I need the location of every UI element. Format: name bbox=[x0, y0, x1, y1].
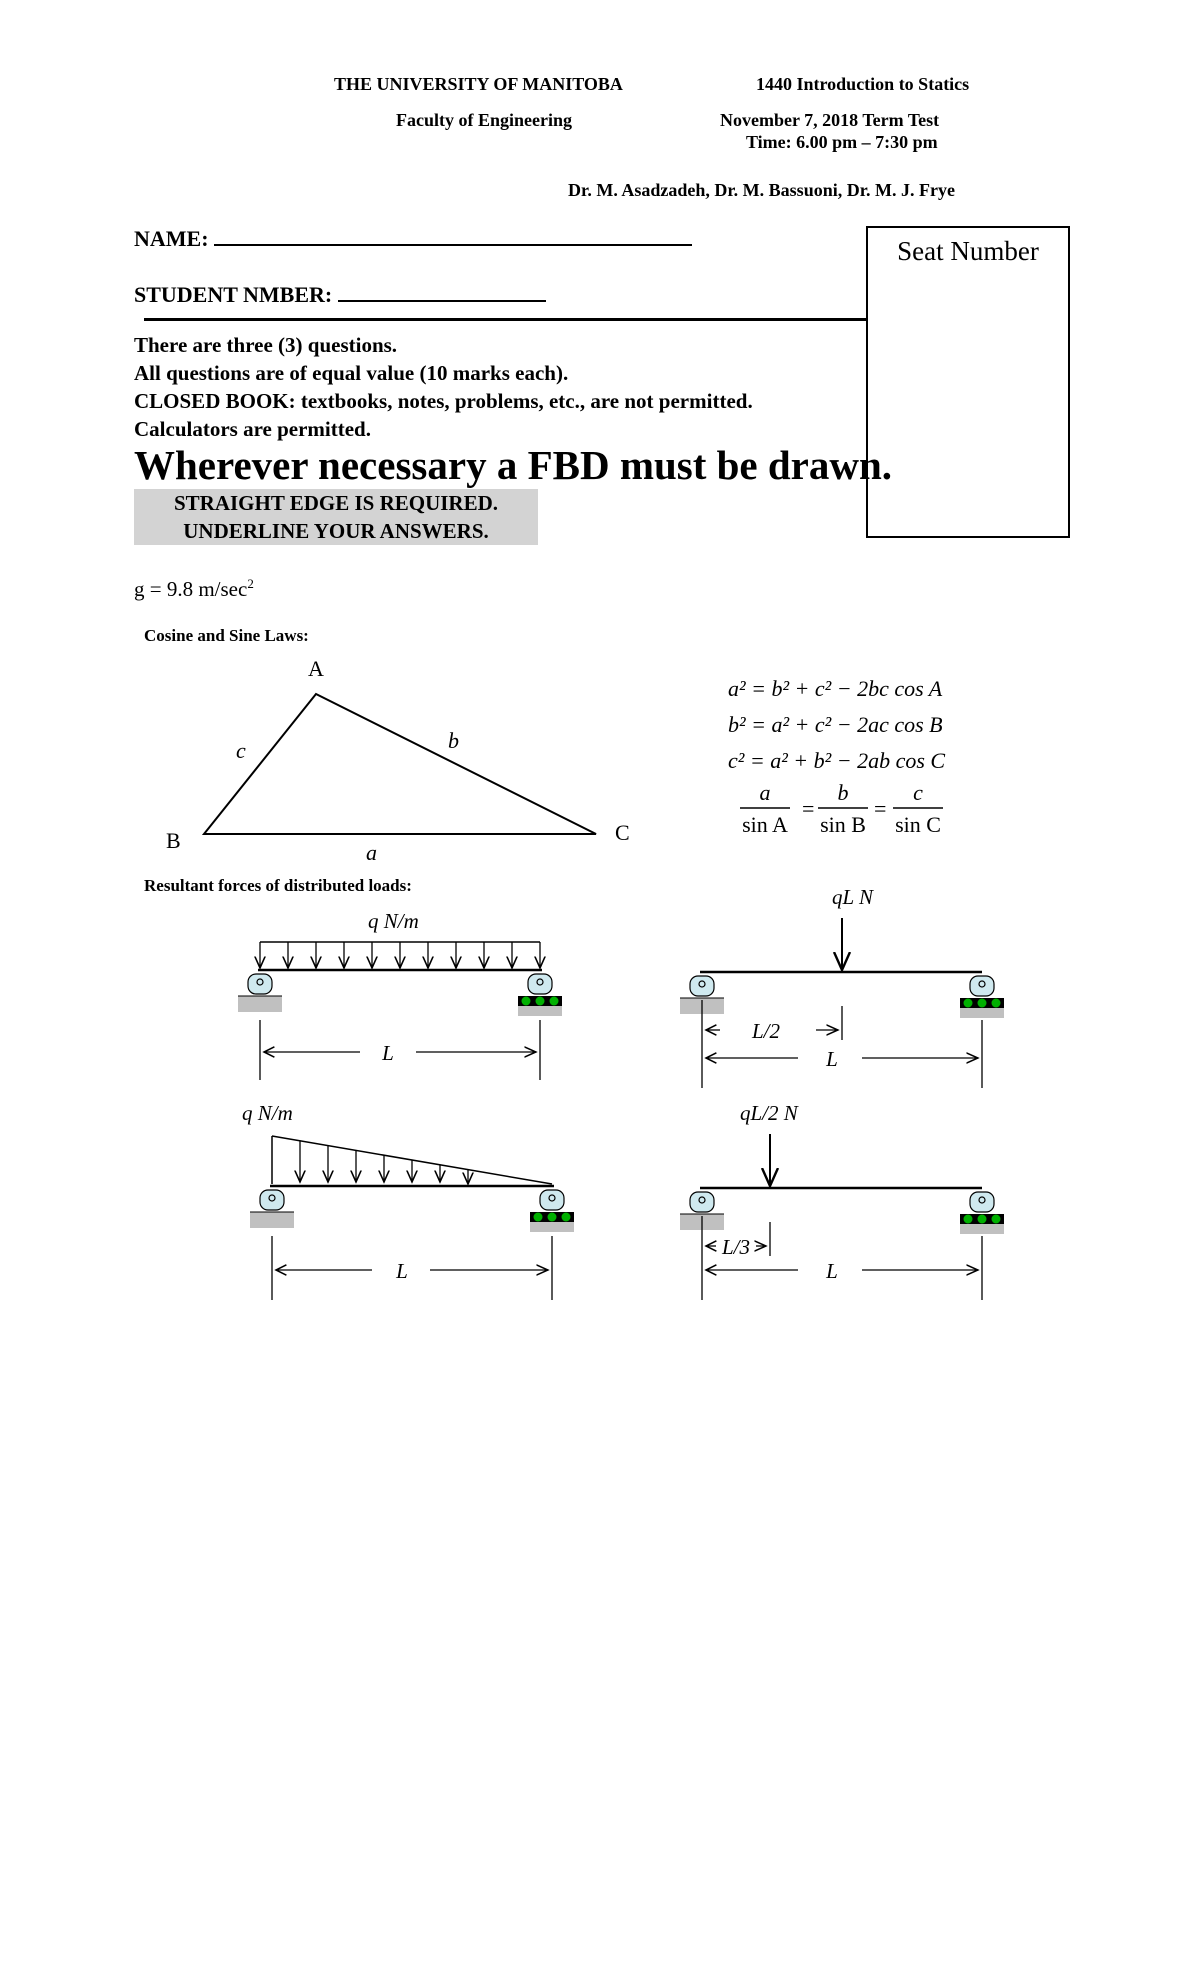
triangular-res-length-label: L bbox=[826, 1259, 838, 1283]
pin-support-icon bbox=[690, 976, 714, 996]
student-number-label: STUDENT NMBER: bbox=[134, 282, 333, 307]
vertex-b-label: B bbox=[166, 828, 181, 853]
test-time: Time: 6.00 pm – 7:30 pm bbox=[746, 132, 938, 152]
side-a-label: a bbox=[366, 840, 377, 865]
uniform-load-beam bbox=[238, 909, 562, 1080]
vertex-c-label: C bbox=[615, 820, 630, 845]
sine-frac1-num: a bbox=[759, 780, 771, 805]
roller-support-icon bbox=[540, 1190, 564, 1210]
roller-support-icon bbox=[970, 976, 994, 996]
sine-frac3-num: c bbox=[913, 780, 923, 805]
instruction-1: There are three (3) questions. bbox=[134, 333, 398, 357]
uniform-res-length-label: L bbox=[826, 1047, 838, 1071]
uniform-resultant-label: qL N bbox=[832, 885, 874, 909]
triangle-shape bbox=[204, 694, 596, 834]
uniform-load-label: q N/m bbox=[368, 909, 419, 933]
sine-frac2-den: sin B bbox=[820, 812, 866, 837]
sine-equals-2: = bbox=[874, 796, 887, 821]
instruction-3: CLOSED BOOK: textbooks, notes, problems, etc., are not permitted. bbox=[134, 389, 753, 413]
triangular-length-label: L bbox=[396, 1259, 408, 1283]
law-equations bbox=[728, 676, 945, 837]
triangular-third-label: L/3 bbox=[721, 1235, 751, 1259]
roller-support-icon bbox=[970, 1192, 994, 1212]
sine-frac2-num: b bbox=[837, 780, 849, 805]
side-c-label: c bbox=[236, 738, 246, 763]
uniform-resultant-beam bbox=[680, 885, 1004, 1088]
gravity-exponent: 2 bbox=[247, 576, 254, 591]
triangular-load-beam bbox=[242, 1101, 574, 1300]
triangular-resultant-label: qL/2 N bbox=[740, 1101, 798, 1125]
instructors: Dr. M. Asadzadeh, Dr. M. Bassuoni, Dr. M. J. Frye bbox=[568, 180, 956, 200]
uniform-length-label: L bbox=[382, 1041, 394, 1065]
name-label: NAME: bbox=[134, 226, 209, 251]
requirement-2: UNDERLINE YOUR ANSWERS. bbox=[183, 519, 489, 543]
instruction-2: All questions are of equal value (10 marks each). bbox=[134, 361, 569, 385]
sine-equals-1: = bbox=[802, 796, 815, 821]
vertex-a-label: A bbox=[308, 656, 324, 681]
university-name: THE UNIVERSITY OF MANITOBA bbox=[334, 74, 623, 94]
pin-support-icon bbox=[690, 1192, 714, 1212]
sine-frac3-den: sin C bbox=[895, 812, 941, 837]
seat-number-label: Seat Number bbox=[897, 236, 1039, 266]
cosine-law-b: b² = a² + c² − 2ac cos B bbox=[728, 712, 943, 737]
triangle-diagram bbox=[166, 656, 630, 865]
requirement-1: STRAIGHT EDGE IS REQUIRED. bbox=[173, 491, 499, 515]
uniform-half-label: L/2 bbox=[751, 1019, 781, 1043]
cosine-law-c: c² = a² + b² − 2ab cos C bbox=[728, 748, 946, 773]
pin-support-icon bbox=[260, 1190, 284, 1210]
roller-support-icon bbox=[528, 974, 552, 994]
sine-frac1-den: sin A bbox=[742, 812, 788, 837]
instruction-4: Calculators are permitted. bbox=[134, 417, 371, 441]
side-b-label: b bbox=[448, 728, 459, 753]
fbd-notice: Wherever necessary a FBD must be drawn. bbox=[134, 442, 893, 488]
test-date: November 7, 2018 Term Test bbox=[720, 110, 940, 130]
loads-heading: Resultant forces of distributed loads: bbox=[144, 876, 412, 895]
triangular-resultant-beam bbox=[680, 1101, 1004, 1300]
faculty-name: Faculty of Engineering bbox=[396, 110, 572, 130]
cosine-law-a: a² = b² + c² − 2bc cos A bbox=[728, 676, 943, 701]
gravity-text: g = 9.8 m/sec bbox=[134, 577, 248, 601]
triangular-load-label: q N/m bbox=[242, 1101, 293, 1125]
pin-support-icon bbox=[248, 974, 272, 994]
laws-heading: Cosine and Sine Laws: bbox=[144, 626, 309, 645]
course-title: 1440 Introduction to Statics bbox=[756, 74, 970, 94]
